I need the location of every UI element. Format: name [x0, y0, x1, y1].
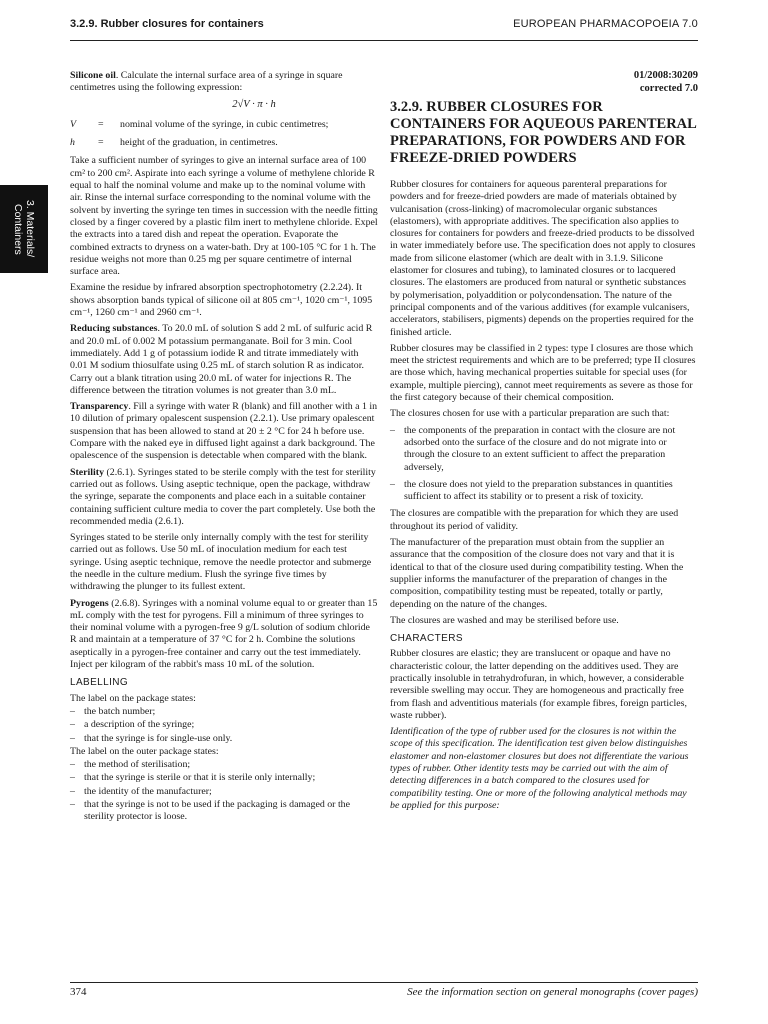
labelling-heading: LABELLING [70, 677, 129, 689]
running-header-section: 3.2.9. Rubber closures for containers [70, 18, 264, 30]
paragraph: Rubber closures are elastic; they are translucent or opaque and have no characteristic colour, the latter depending on the additives used. They are practically insoluble in tetrahydrofuran, in which, however, a considerable reversible swelling may occur. They are homogeneous and practically free from flash and adventitious materials (for example fibres, foreign particles, waste rubber). [390, 648, 687, 721]
definition-text: height of the graduation, in centimetres. [120, 137, 278, 149]
page-number: 374 [70, 986, 87, 998]
label-package-intro: The label on the package states: [70, 692, 196, 704]
reducing-substances-text: . To 20.0 mL of solution S add 2 mL of sulfuric acid R and 20.0 mL of 0.002 M potassium permanganate. Boil for 3 min. Cool immediately. Add 1 g of potassium iodide R and titrate immediately with 0.01 M sodium thiosulfate using 0.25 mL of starch solution R as indicator. Carry out a blank titration using 20.0 mL of water for injections R. The difference between the titration volumes is not greater than 3.0 mL. [70, 323, 373, 396]
list-item-text: the components of the preparation in contact with the closure are not adsorbed onto the surface of the closure and do not migrate into or through the closure to an extent sufficient to affect the preparation adversely, [404, 424, 676, 473]
right-column [390, 70, 698, 816]
list-item-text: a description of the syringe; [84, 719, 195, 731]
chapter-title: 3.2.9. RUBBER CLOSURES FOR CONTAINERS FOR AQUEOUS PARENTERAL PREPARATIONS, FOR POWDERS AND FOR FREEZE-DRIED POWDERS [390, 99, 697, 166]
pyrogens-paragraph [70, 598, 378, 672]
definition-symbol: V [70, 118, 77, 130]
package-list [70, 706, 378, 745]
characters-heading: CHARACTERS [390, 633, 463, 645]
definition-text: nominal volume of the syringe, in cubic centimetres; [120, 118, 329, 130]
silicone-oil-intro [70, 70, 378, 95]
list-item-text: the method of sterilisation; [84, 759, 191, 771]
list-item: – the closure does not yield to the preparation substances in quantities sufficient to affect its stability or to present a risk of toxicity. [390, 479, 698, 504]
pyrogens-text: (2.6.8). Syringes with a nominal volume equal to or greater than 15 mL comply with the test for pyrogens. Fill a minimum of three syringes to their nominal volume with a pyrogen-free 9 g/L solution of sodium chloride R and maintain at a temperature of 37 °C for 2 h. Combine the solutions aseptically in a pyrogen-free container and carry out the test immediately. Inject per kilogram of the rabbit's mass 10 mL of the solution. [70, 597, 378, 671]
silicone-oil-paragraph-2: Examine the residue by infrared absorption spectrophotometry (2.2.24). It shows absorption bands typical of silicone oil at 805 cm⁻¹, 1020 cm⁻¹, 1095 cm⁻¹, 1260 cm⁻¹ and 2960 cm⁻¹. [70, 282, 373, 319]
header-rule [70, 40, 698, 41]
conditions-list [390, 425, 698, 504]
list-item-text: that the syringe is not to be used if the packaging is damaged or the sterility protector is loose. [84, 799, 351, 823]
footer-note: See the information section on general monographs (cover pages) [407, 986, 698, 998]
reducing-substances-paragraph [70, 323, 378, 397]
monograph-reference [390, 70, 698, 95]
list-item-text: the closure does not yield to the preparation substances in quantities sufficient to affect its stability or to present a risk of toxicity. [404, 478, 673, 503]
list-item: – the identity of the manufacturer; [70, 786, 378, 798]
list-item: – the method of sterilisation; [70, 759, 378, 771]
reducing-substances-heading: Reducing substances [70, 323, 158, 335]
paragraph: The manufacturer of the preparation must obtain from the supplier an assurance that the composition of the closure does not vary and that it is identical to that of the closure used during compatibility testing. When the supplier informs the manufacturer of the preparation of changes in the composition, compatibility testing must be repeated, totally or partly, depending on the nature of the changes. [390, 537, 684, 610]
monograph-correction: corrected 7.0 [639, 82, 698, 94]
label-outer-intro: The label on the outer package states: [70, 745, 219, 757]
sterility-text: (2.6.1). Syringes stated to be sterile comply with the test for sterility carried out as follows. Using aseptic technique, open the package, withdraw the syringe, separate the components and place each in a suitable container containing sufficient culture media to cover the part completely. Use both the recommended media (2.6.1). [70, 466, 376, 527]
transparency-paragraph [70, 401, 378, 462]
definition-row [70, 137, 378, 149]
sterility-paragraph [70, 467, 378, 528]
list-item: – that the syringe is sterile or that it is sterile only internally; [70, 772, 378, 784]
list-item: – a description of the syringe; [70, 719, 378, 731]
list-item-text: the batch number; [84, 705, 156, 717]
paragraph: The closures are compatible with the preparation for which they are used throughout its period of validity. [390, 508, 679, 532]
list-item-text: that the syringe is sterile or that it is sterile only internally; [84, 772, 316, 784]
list-item: – the components of the preparation in contact with the closure are not adsorbed onto the surface of the closure and do not migrate into or through the closure to an extent sufficient to affect the preparation adversely, [390, 425, 698, 474]
silicone-oil-heading: Silicone oil [70, 70, 116, 81]
silicone-oil-intro-text: . Calculate the internal surface area of a syringe in square centimetres using the following expression: [70, 70, 343, 94]
definition-dash: = [98, 118, 104, 130]
running-header-publication: EUROPEAN PHARMACOPOEIA 7.0 [513, 18, 698, 30]
transparency-heading: Transparency [70, 401, 129, 413]
footer-rule [70, 982, 698, 983]
sterility-heading: Sterility [70, 466, 105, 478]
list-item: – the batch number; [70, 706, 378, 718]
list-item-text: that the syringe is for single-use only. [84, 732, 233, 744]
outer-package-list [70, 759, 378, 823]
definition-symbol: h [70, 137, 75, 149]
side-tab [0, 185, 48, 273]
paragraph: The closures are washed and may be sterilised before use. [390, 614, 619, 626]
sterility-paragraph-2: Syringes stated to be sterile only internally comply with the test for sterility carried out as follows. Use 50 mL of inoculation medium for each test syringe. Using aseptic technique, remove the needle protector and submerge the needle in the culture medium. Flush the syringe five times by withdrawing the plunger to its fullest extent. [70, 532, 372, 593]
silicone-oil-paragraph-1: Take a sufficient number of syringes to give an internal surface area of 100 cm² to 200 cm². Aspirate into each syringe a volume of methylene chloride R equal to half the nominal volume and make up to the nominal volume with air. Rinse the internal surface corresponding to the nominal volume with the solvent by inverting the syringe ten times in succession with the needle fitting closed by a finger covered by a plastic film inert to methylene chloride. Expel the extracts into a tared dish and repeat the operation. Evaporate the combined extracts to dryness on a water-bath. Dry at 100-105 °C for 1 h. The residue weighs not more than 0.25 mg per square centimetre of internal surface area. [70, 155, 378, 278]
definition-dash: = [98, 137, 104, 149]
left-column [70, 70, 378, 825]
side-tab-label: 3. Materials/ Containers [12, 200, 36, 258]
paragraph: Rubber closures for containers for aqueous parenteral preparations for powders and for freeze-dried powders are made of materials obtained by vulcanisation (cross-linking) of macromolecular organic substances (elastomers), with appropriate additives. The specification also applies to closures for containers for powders and freeze-dried products to be dissolved in water immediately before use. The specification does not apply to closures made from silicone elastomer (which are dealt with in 3.1.9. Silicone elastomer for closures and tubing), to laminated closures or to lacquered closures. The elastomers are produced from natural or synthetic substances by polymerisation, polyaddition or polycondensation. The nature of the principal components and of the various additives (for example vulcanisers, accelerators, stabilisers, pigments) depends on the properties required for the finished article. [390, 179, 696, 338]
list-item: – that the syringe is not to be used if the packaging is damaged or the sterility protector is loose. [70, 799, 378, 824]
definition-row [70, 119, 378, 131]
paragraph: Identification of the type of rubber used for the closures is not within the scope of this specification. The identification test given below distinguishes elastomer and non-elastomer closures but does not differentiate the various types of rubber. Other identity tests may be carried out with the aim of detecting differences in a batch compared to the closures used for compatibility testing. One or more of the following analytical methods may be applied for this purpose: [390, 726, 689, 811]
transparency-text: . Fill a syringe with water R (blank) and fill another with a 1 in 10 dilution of primary opalescent suspension (2.2.1). Use primary opalescent suspension that has been allowed to stand at 20 ± 2 °C for 24 h before use. Compare with the naked eye in diffused light against a dark background. The opalescence of the suspension is detectable when compared with the blank. [70, 401, 378, 462]
paragraph: The closures chosen for use with a particular preparation are such that: [390, 408, 670, 420]
list-item: – that the syringe is for single-use only. [70, 733, 378, 745]
monograph-number: 01/2008:30209 [633, 70, 698, 81]
formula: 2√V · π · h [232, 98, 276, 110]
pyrogens-heading: Pyrogens [70, 597, 109, 609]
list-item-text: the identity of the manufacturer; [84, 785, 212, 797]
paragraph: Rubber closures may be classified in 2 types: type I closures are those which meet the strictest requirements and which are to be preferred; type II closures are those which, having mechanical properties suitable for special uses (for example, multiple piercing), cannot meet requirements as severe as those for the first category because of their chemical composition. [390, 342, 696, 404]
